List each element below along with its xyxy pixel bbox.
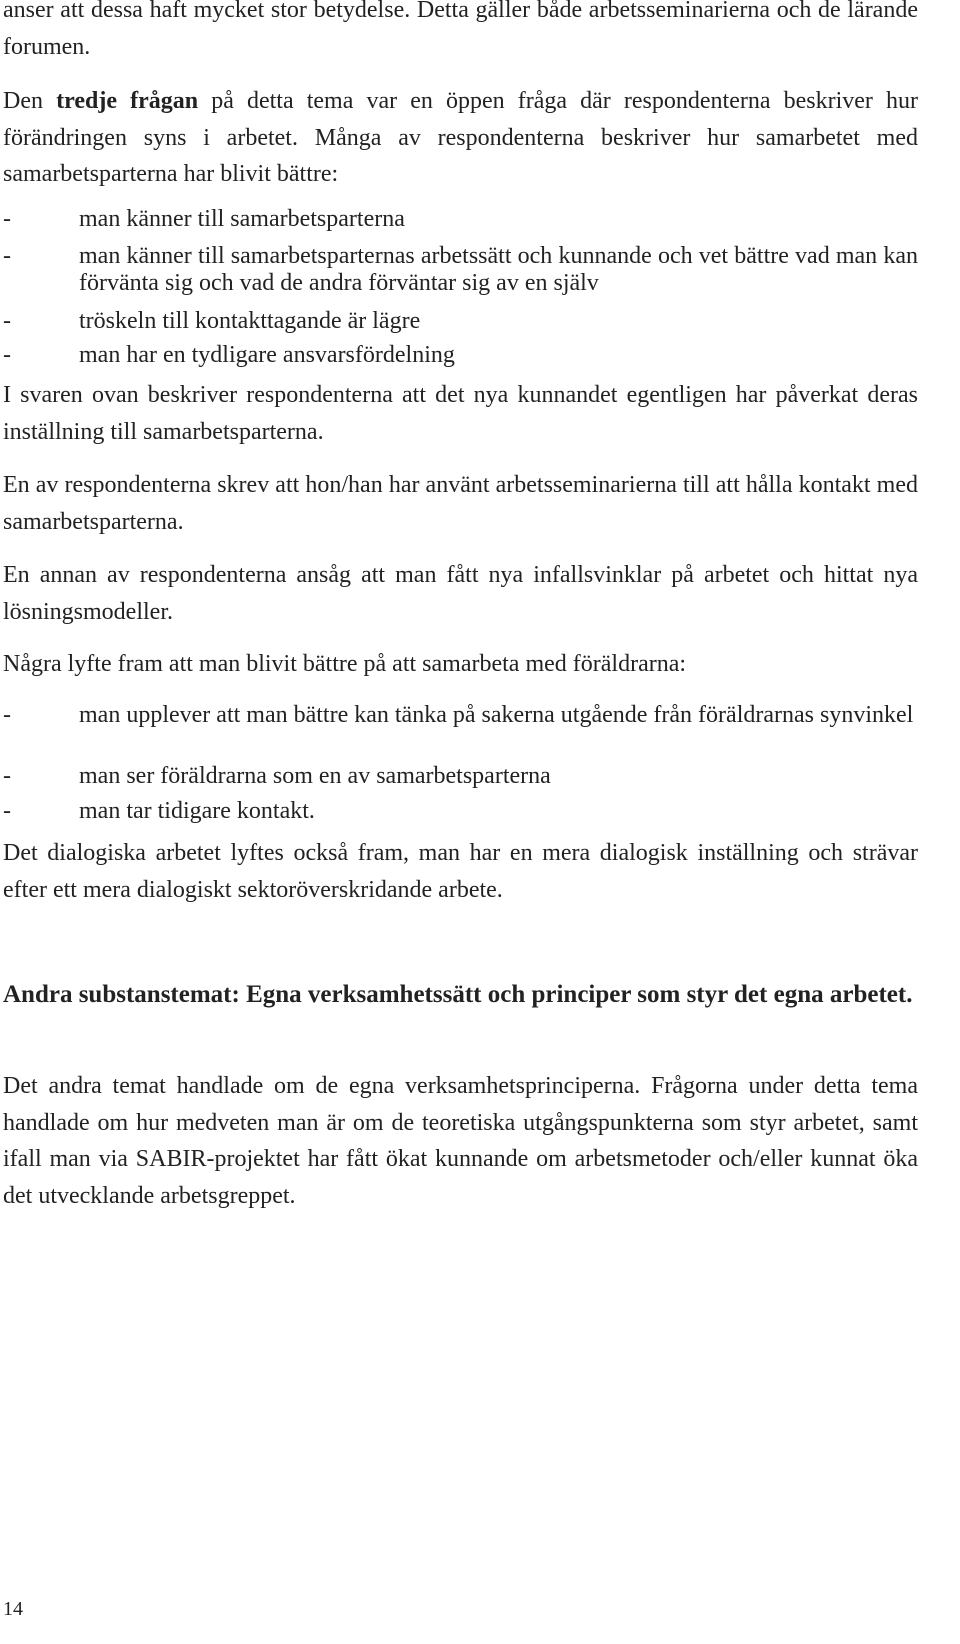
paragraph-third-question-start: Den — [3, 88, 57, 114]
list-marker: - — [3, 206, 11, 232]
list-item: man tar tidigare kontakt. — [79, 798, 315, 824]
paragraph-intro: anser att dessa haft mycket stor betydelse. Detta gäller både arbetsseminarierna och de lärande forumen. — [3, 0, 918, 60]
list-item: man ser föräldrarna som en av samarbetsparterna — [79, 763, 551, 789]
list-item: tröskeln till kontakttagande är lägre — [79, 308, 421, 334]
list-marker: - — [3, 308, 11, 334]
paragraph-dialogic: Det dialogiska arbetet lyftes också fram, man har en mera dialogisk inställning och strävar efter ett mera dialogiskt sektoröverskridande arbete. — [3, 840, 918, 903]
list-item: man upplever att man bättre kan tänka på sakerna utgående från föräldrarnas synvinkel — [79, 702, 914, 728]
section-heading: Andra substanstemat: Egna verksamhetssätt och principer som styr det egna arbetet. — [3, 981, 913, 1008]
paragraph-new-angles: En annan av respondenterna ansåg att man fått nya infallsvinklar på arbetet och hittat nya lösningsmodeller. — [3, 562, 918, 625]
paragraph-third-question — [3, 83, 918, 193]
paragraph-parents: Några lyfte fram att man blivit bättre på att samarbeta med föräldrarna: — [3, 651, 687, 677]
page-number: 14 — [3, 1598, 23, 1620]
list-marker: - — [3, 798, 11, 824]
list-marker: - — [3, 702, 11, 728]
emphasis-tredje-fragan: tredje frågan — [56, 88, 199, 114]
paragraph-third-question-rest: på detta tema var en öppen fråga där respondenterna beskriver hur förändringen syns i arbetet. Många av respondenterna beskriver hur samarbetet med samarbetsparterna har blivit bättre: — [3, 88, 919, 187]
paragraph-answers: I svaren ovan beskriver respondenterna att det nya kunnandet egentligen har påverkat deras inställning till samarbetsparterna. — [3, 382, 918, 445]
paragraph-seminars: En av respondenterna skrev att hon/han har använt arbetsseminarierna till att hålla kontakt med samarbetsparterna. — [3, 472, 918, 535]
list-marker: - — [3, 342, 11, 368]
list-item: man har en tydligare ansvarsfördelning — [79, 342, 455, 368]
list-marker: - — [3, 763, 11, 789]
list-marker: - — [3, 243, 11, 269]
paragraph-second-theme: Det andra temat handlade om de egna verksamhetsprinciperna. Frågorna under detta tema handlade om hur medveten man är om de teoretiska utgångspunkterna som styr arbetet, samt ifall man via SABIR-projektet har fått ökat kunnande om arbetsmetoder och/eller kunnat öka det utvecklande arbetsgreppet. — [3, 1073, 918, 1209]
list-item: man känner till samarbetsparterna — [79, 206, 405, 232]
list-item: man känner till samarbetsparternas arbetssätt och kunnande och vet bättre vad man kan förvänta sig och vad de andra förväntar sig av en själv — [79, 243, 918, 296]
